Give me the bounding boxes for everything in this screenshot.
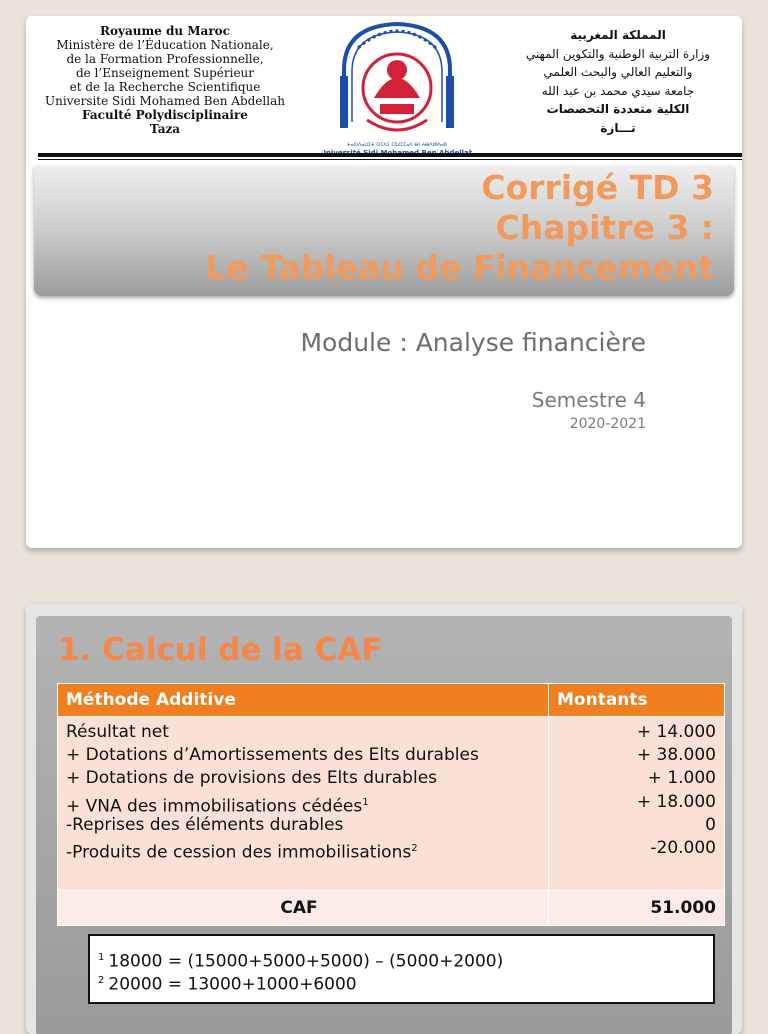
row-label: + Dotations d’Amortissements des Elts durables xyxy=(66,745,479,766)
total-value: 51.000 xyxy=(549,891,725,926)
row-amount: + 1.000 xyxy=(647,768,716,789)
row-label: + VNA des immobilisations cédées$^1$ xyxy=(66,796,369,817)
lh-ar-line: تـــازة xyxy=(600,120,636,135)
row-label: Résultat net xyxy=(66,722,169,742)
footnotes-box xyxy=(88,934,715,1004)
labels-cell xyxy=(58,717,549,891)
letterhead-rule-thick xyxy=(38,153,742,157)
row-amount: + 18.000 xyxy=(636,791,716,812)
semester-label: Semestre 4 xyxy=(531,388,646,412)
lh-fr-line: et de la Recherche Scientifique xyxy=(69,80,261,94)
lh-fr-line: Taza xyxy=(149,122,181,136)
caf-table xyxy=(57,683,725,926)
lh-ar-line: والتعليم العالي والبحث العلمي xyxy=(543,65,693,79)
logo-tifinagh-text: ⵜⴰⵙⴷⴰⵡⵉⵜ ⵙⵉⴷⵉ ⵎⵓⵃⵎⵎⴰⴷ ⴱⵏ ⵄⴱⴷⵍⵍⴰⵀ xyxy=(346,143,448,148)
lh-fr-line: de l’Enseignement Supérieur xyxy=(75,66,255,80)
total-row xyxy=(58,891,725,926)
lh-ar-line: وزارة التربية الوطنية والتكوين المهني xyxy=(525,46,711,61)
letterhead-arabic xyxy=(498,26,738,137)
lh-fr-line: Faculté Polydisciplinaire xyxy=(82,108,248,122)
letterhead-rule-thin xyxy=(38,159,742,160)
caf-slide xyxy=(26,604,742,1034)
row-amount: + 14.000 xyxy=(636,722,716,742)
lh-ar-line: المملكة المغربية xyxy=(570,28,666,42)
academic-year: 2020-2021 xyxy=(569,416,646,432)
title-slide xyxy=(26,16,742,548)
letterhead-french xyxy=(34,24,296,136)
footnote: $^1$ 18000 = (15000+5000+5000) – (5000+2000) xyxy=(98,951,504,972)
caf-slide-content xyxy=(36,616,732,1034)
lh-fr-line: de la Formation Professionnelle, xyxy=(66,52,264,66)
footnote: $^2$ 20000 = 13000+1000+6000 xyxy=(98,974,357,995)
lh-fr-line: Ministère de l’Éducation Nationale, xyxy=(56,38,274,52)
row-label: -Reprises des éléments durables xyxy=(66,814,344,835)
title-banner xyxy=(34,166,734,296)
row-label: -Produits de cession des immobilisations$^2$ xyxy=(66,842,418,863)
total-label: CAF xyxy=(58,891,549,926)
university-logo xyxy=(322,18,472,162)
footnote-ref: 1 xyxy=(362,796,369,808)
module-subtitle: Module : Analyse financière xyxy=(300,328,646,357)
row-amount: + 38.000 xyxy=(636,745,716,766)
header-methode: Méthode Additive xyxy=(58,684,549,717)
amounts-cell xyxy=(549,717,725,891)
row-amount: 0 xyxy=(705,814,716,835)
letterhead xyxy=(34,16,742,164)
lh-ar-line: جامعة سيدي محمد بن عبد الله xyxy=(541,83,695,98)
title-line-3: Le Tableau de Financement xyxy=(205,248,714,287)
footnote-ref: 2 xyxy=(411,842,418,854)
slide-title xyxy=(205,168,714,288)
lh-fr-line: Royaume du Maroc xyxy=(100,24,230,38)
row-amount: -20.000 xyxy=(650,837,716,858)
lh-fr-line: Universite Sidi Mohamed Ben Abdellah xyxy=(45,94,285,108)
row-label: + Dotations de provisions des Elts durables xyxy=(66,768,438,789)
table-row xyxy=(58,717,725,891)
title-line-2: Chapitre 3 : xyxy=(495,208,714,247)
header-montants: Montants xyxy=(549,684,725,717)
section-title: 1. Calcul de la CAF xyxy=(58,632,383,668)
lh-ar-line: الكلية متعددة التخصصات xyxy=(546,102,690,116)
title-line-1: Corrigé TD 3 xyxy=(481,168,714,207)
table-header-row xyxy=(58,684,725,717)
